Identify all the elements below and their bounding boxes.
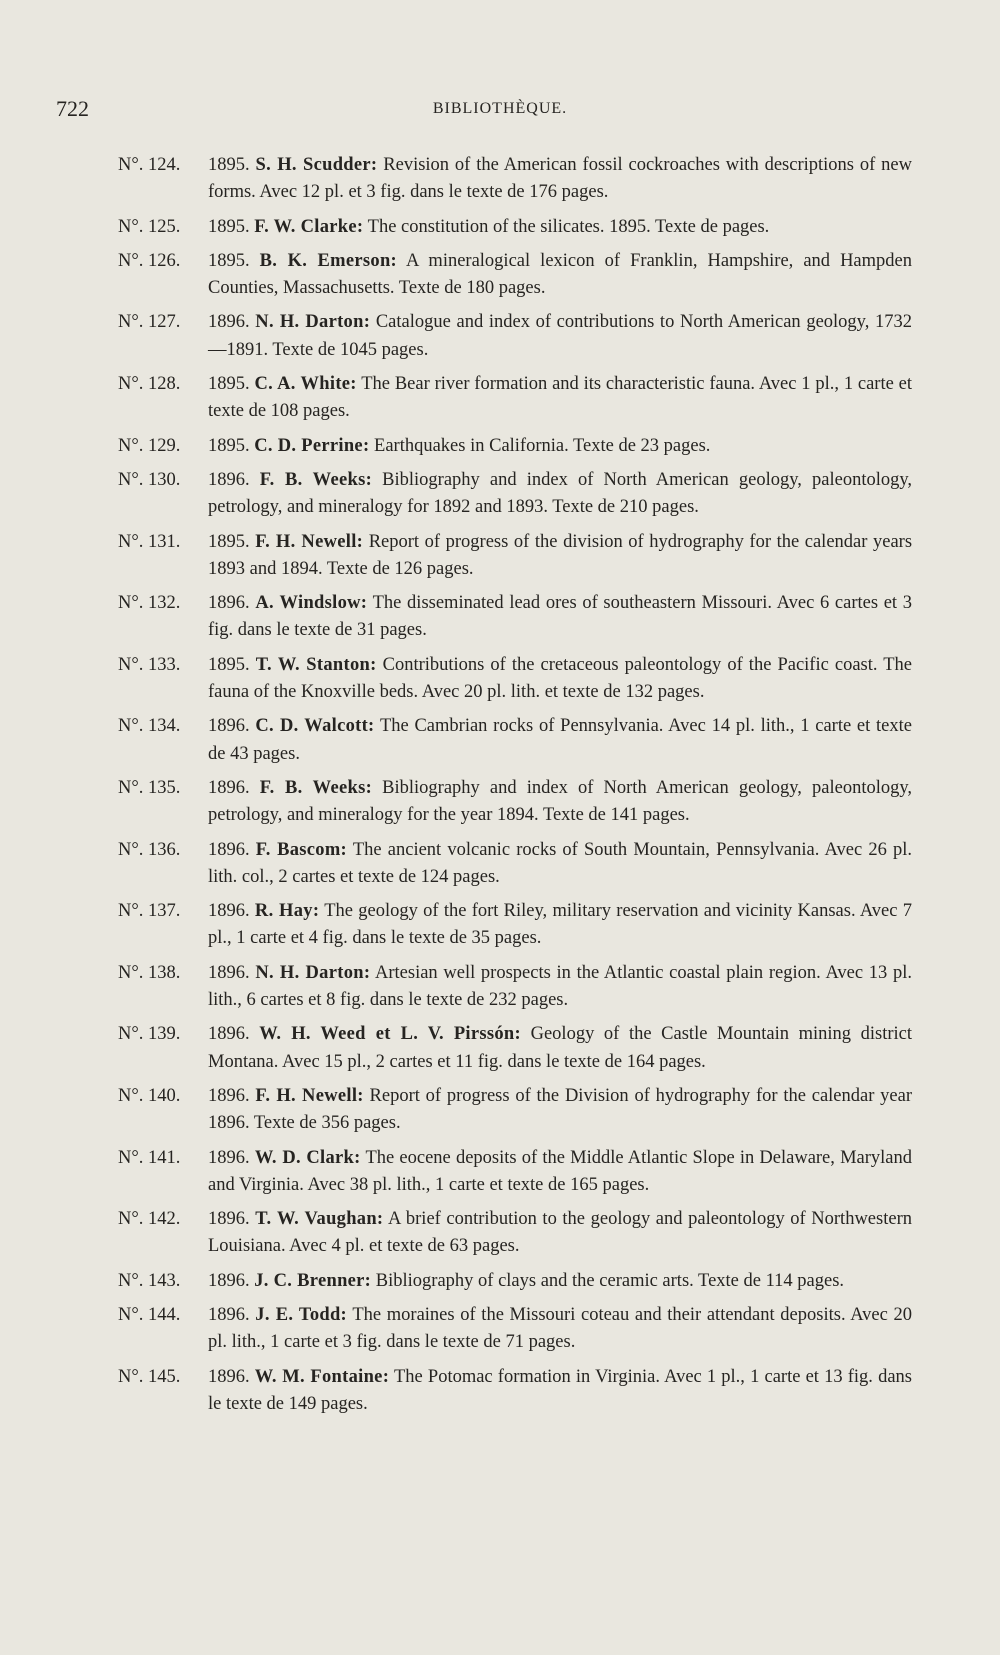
entry-author: F. W. Clarke:: [254, 216, 364, 237]
entry-text: Artesian well prospects in the Atlantic coastal plain region. Avec 13 pl. lith., 6 cartes et 8 fig. dans le texte de 232 pages.: [208, 962, 913, 1011]
entry-author: F. H. Newell:: [255, 531, 364, 552]
page-number: 722: [56, 96, 89, 121]
entry-number: N°. 130.: [118, 469, 181, 490]
entry-number: N°. 145.: [118, 1366, 181, 1387]
entry-body: [208, 1021, 912, 1076]
bibliography-entry: [118, 1206, 912, 1261]
bibliography-entry: [118, 152, 912, 207]
entry-number: N°. 126.: [118, 250, 181, 271]
entry-author: F. H. Newell:: [255, 1085, 364, 1106]
entry-number: N°. 128.: [118, 374, 181, 395]
bibliography-entry: [118, 309, 912, 364]
bibliography-list: [118, 152, 912, 1425]
entry-body: [208, 529, 912, 584]
entry-body: [208, 898, 912, 953]
entry-author: C. D. Walcott:: [255, 716, 375, 737]
entry-body: [208, 152, 912, 207]
entry-text: Report of progress of the Division of hydrography for the calendar year 1896. Texte de 356 pages.: [208, 1085, 913, 1134]
entry-number: N°. 127.: [118, 312, 181, 333]
entry-body: [208, 652, 912, 707]
entry-author: F. B. Weeks:: [259, 777, 373, 798]
entry-year: 1895.: [208, 155, 250, 175]
entry-text: Contributions of the cretaceous paleontology of the Pacific coast. The fauna of the Knoxville beds. Avec 20 pl. lith. et texte de 132 pages.: [208, 654, 913, 703]
entry-number: N°. 140.: [118, 1085, 181, 1106]
entry-body: [208, 1302, 912, 1357]
entry-author: S. H. Scudder:: [255, 155, 378, 175]
bibliography-entry: [118, 1021, 912, 1076]
bibliography-entry: [118, 1364, 912, 1419]
bibliography-entry: [118, 898, 912, 953]
bibliography-entry: [118, 1302, 912, 1357]
entry-body: [208, 713, 912, 768]
entry-year: 1896.: [208, 839, 250, 860]
entry-text: Revision of the American fossil cockroaches with descriptions of new forms. Avec 12 pl. et 3 fig. dans le texte de 176 pages.: [208, 155, 913, 203]
bibliography-entry: [118, 775, 912, 830]
entry-text: Bibliography and index of North American geology, paleontology, petrology, and mineralogy for the year 1894. Texte de 141 pages.: [208, 777, 913, 826]
entry-body: [208, 433, 912, 460]
entry-number: N°. 138.: [118, 962, 181, 983]
entry-year: 1896.: [208, 312, 250, 333]
entry-year: 1896.: [208, 1270, 250, 1291]
entry-number: N°. 133.: [118, 654, 181, 675]
entry-text: Geology of the Castle Mountain mining district Montana. Avec 15 pl., 2 cartes et 11 fig. dans le texte de 164 pages.: [208, 1024, 912, 1072]
entry-number: N°. 132.: [118, 593, 181, 614]
page-header: [56, 96, 944, 126]
entry-text: The eocene deposits of the Middle Atlantic Slope in Delaware, Maryland and Virginia. Avec 38 pl. lith., 1 carte et texte de 165 pages.: [208, 1147, 913, 1195]
entry-author: F. B. Weeks:: [259, 469, 373, 490]
entry-year: 1896.: [208, 962, 250, 983]
entry-author: C. A. White:: [254, 374, 357, 395]
entry-year: 1896.: [208, 1024, 250, 1045]
entry-author: A. Windslow:: [255, 593, 368, 614]
entry-year: 1896.: [208, 1147, 250, 1168]
entry-number: N°. 135.: [118, 777, 181, 798]
bibliography-entry: [118, 467, 912, 522]
entry-year: 1895.: [208, 435, 250, 456]
bibliography-entry: [118, 1268, 912, 1295]
entry-year: 1896.: [208, 469, 250, 490]
entry-body: [208, 1206, 912, 1261]
bibliography-entry: [118, 371, 912, 426]
entry-text: The Bear river formation and its characteristic fauna. Avec 1 pl., 1 carte et texte de 108 pages.: [208, 374, 912, 422]
entry-text: The geology of the fort Riley, military reservation and vicinity Kansas. Avec 7 pl., 1 carte et 4 fig. dans le texte de 35 pages.: [208, 901, 912, 949]
entry-number: N°. 129.: [118, 435, 181, 456]
entry-number: N°. 143.: [118, 1270, 181, 1291]
entry-number: N°. 144.: [118, 1304, 181, 1325]
entry-text: The Cambrian rocks of Pennsylvania. Avec 14 pl. lith., 1 carte et texte de 43 pages.: [208, 716, 912, 764]
entry-year: 1895.: [208, 654, 250, 675]
entry-number: N°. 136.: [118, 839, 181, 860]
entry-author: B. K. Emerson:: [259, 250, 398, 271]
entry-body: [208, 1145, 912, 1200]
entry-year: 1896.: [208, 1209, 250, 1230]
entry-number: N°. 139.: [118, 1024, 181, 1045]
entry-number: N°. 125.: [118, 216, 181, 237]
entry-year: 1895.: [208, 250, 250, 271]
bibliography-entry: [118, 529, 912, 584]
entry-body: [208, 467, 912, 522]
entry-year: 1896.: [208, 777, 250, 798]
entry-text: Catalogue and index of contributions to North American geology, 1732—1891. Texte de 1045 pages.: [208, 312, 913, 360]
entry-body: [208, 960, 912, 1015]
bibliography-entry: [118, 1083, 912, 1138]
entry-year: 1895.: [208, 374, 250, 395]
bibliography-entry: [118, 960, 912, 1015]
entry-author: C. D. Perrine:: [254, 435, 370, 456]
entry-author: W. D. Clark:: [254, 1147, 361, 1168]
entry-text: The ancient volcanic rocks of South Mountain, Pennsylvania. Avec 26 pl. lith. col., 2 cartes et texte de 124 pages.: [208, 839, 913, 887]
entry-year: 1895.: [208, 216, 250, 237]
entry-author: R. Hay:: [254, 901, 320, 922]
entry-author: W. H. Weed et L. V. Pirssón:: [259, 1024, 521, 1045]
entry-number: N°. 142.: [118, 1209, 181, 1230]
entry-body: [208, 590, 912, 645]
entry-body: [208, 1364, 912, 1419]
entry-text: The moraines of the Missouri coteau and their attendant deposits. Avec 20 pl. lith., 1 carte et 3 fig. dans le texte de 71 pages.: [208, 1304, 913, 1353]
entry-text: Bibliography of clays and the ceramic arts. Texte de 114 pages.: [375, 1270, 845, 1291]
entry-author: J. C. Brenner:: [254, 1270, 372, 1291]
entry-text: Bibliography and index of North American geology, paleontology, petrology, and mineralogy for 1892 and 1893. Texte de 210 pages.: [208, 469, 913, 518]
entry-text: A mineralogical lexicon of Franklin, Hampshire, and Hampden Counties, Massachusetts. Texte de 180 pages.: [208, 250, 912, 299]
entry-year: 1896.: [208, 901, 250, 922]
bibliography-entry: [118, 590, 912, 645]
entry-number: N°. 131.: [118, 531, 181, 552]
entry-number: N°. 141.: [118, 1147, 181, 1168]
entry-text: The Potomac formation in Virginia. Avec 1 pl., 1 carte et 13 fig. dans le texte de 149 pages.: [208, 1366, 912, 1414]
entry-text: The disseminated lead ores of southeastern Missouri. Avec 6 cartes et 3 fig. dans le texte de 31 pages.: [208, 593, 913, 641]
entry-number: N°. 134.: [118, 716, 181, 737]
entry-author: N. H. Darton:: [255, 962, 371, 983]
running-title: BIBLIOTHÈQUE.: [432, 100, 568, 117]
entry-body: [208, 1083, 912, 1138]
entry-text: Earthquakes in California. Texte de 23 pages.: [374, 435, 711, 456]
bibliography-entry: [118, 837, 912, 892]
entry-year: 1896.: [208, 1304, 250, 1325]
entry-number: N°. 124.: [118, 155, 181, 175]
entry-text: Report of progress of the division of hydrography for the calendar years 1893 and 1894. Texte de 126 pages.: [208, 531, 913, 579]
entry-author: J. E. Todd:: [255, 1304, 348, 1325]
entry-author: T. W. Vaughan:: [255, 1209, 384, 1230]
entry-body: [208, 214, 912, 241]
entry-author: W. M. Fontaine:: [254, 1366, 390, 1387]
entry-year: 1896.: [208, 1085, 250, 1106]
entry-number: N°. 137.: [118, 901, 181, 922]
bibliography-entry: [118, 214, 912, 241]
entry-body: [208, 837, 912, 892]
bibliography-entry: [118, 713, 912, 768]
entry-text: The constitution of the silicates. 1895. Texte de pages.: [367, 216, 770, 237]
entry-text: A brief contribution to the geology and paleontology of Northwestern Louisiana. Avec 4 pl. et texte de 63 pages.: [208, 1209, 912, 1257]
entry-body: [208, 371, 912, 426]
entry-author: N. H. Darton:: [255, 312, 371, 333]
bibliography-entry: [118, 652, 912, 707]
entry-body: [208, 1268, 912, 1295]
entry-body: [208, 248, 912, 303]
entry-author: T. W. Stanton:: [255, 654, 377, 675]
entry-body: [208, 775, 912, 830]
entry-year: 1895.: [208, 531, 250, 552]
entry-year: 1896.: [208, 593, 250, 614]
entry-year: 1896.: [208, 716, 250, 737]
entry-author: F. Bascom:: [255, 839, 348, 860]
bibliography-entry: [118, 1145, 912, 1200]
entry-year: 1896.: [208, 1366, 250, 1387]
entry-body: [208, 309, 912, 364]
bibliography-entry: [118, 433, 912, 460]
bibliography-entry: [118, 248, 912, 303]
